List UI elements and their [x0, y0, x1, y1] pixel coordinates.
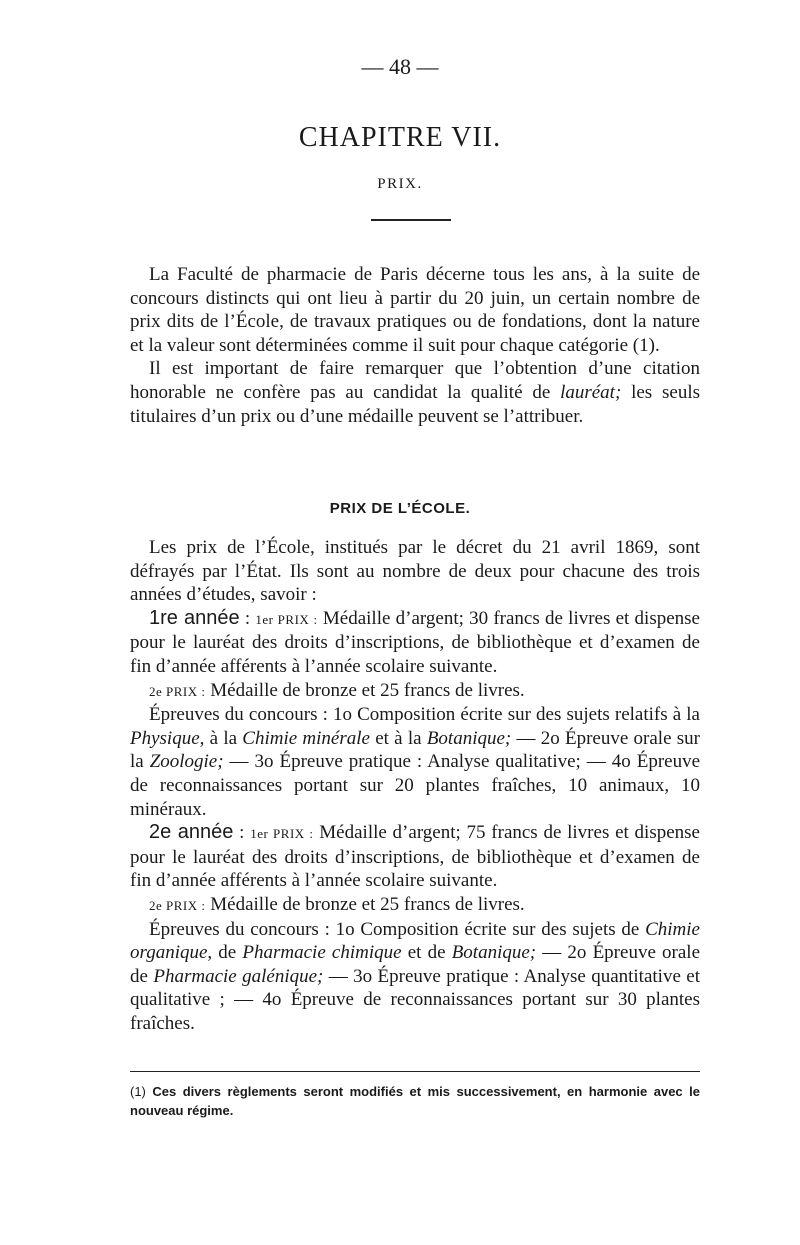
year1-prize1: 1re année : 1er PRIX : Médaille d’argent; 30 francs de livres et dispense pour le lauréat des droits d’inscriptions, de bibliothèque et d’examen de fin d’année afférents à l’année scolaire suivante.	[130, 606, 700, 677]
intro-p2-after: les seuls titulaires d’un prix ou d’une médaille peuvent se l’attribuer.	[130, 381, 700, 427]
intro-p2-italic: lauréat;	[560, 381, 622, 403]
year1-epreuves-i3: Botanique;	[426, 727, 512, 749]
section-paragraph-1: Les prix de l’École, institués par le décret du 21 avril 1869, sont défrayés par l’État. Ils sont au nombre de deux pour chacune des trois années d’études, savoir :	[130, 537, 700, 606]
title-rule	[371, 219, 451, 221]
year2-prize1-text: Médaille d’argent; 75 francs de livres et dispense pour le lauréat des droits d’inscriptions, de bibliothèque et d’examen de fin d’année afférents à l’année scolaire suivante.	[130, 822, 700, 892]
year2-epreuves-e: — 3o Épreuve pratique : Analyse quantitative et qualitative ; — 4o Épreuve de reconnaissances portant sur 30 plantes fraîches.	[130, 965, 700, 1034]
year1-prize2-text: Médaille de bronze et 25 francs de livres.	[205, 679, 525, 701]
year2-epreuves-i3: Botanique;	[451, 942, 537, 964]
intro-text	[130, 263, 700, 428]
year1-prize1-label: 1er PRIX :	[255, 611, 318, 627]
page-number: — 48 —	[361, 54, 439, 79]
footnote-text: Ces divers règlements seront modifiés et mis successivement, en harmonie avec le nouveau régime.	[130, 1084, 700, 1118]
year1-epreuves-i4: Zoologie;	[149, 751, 224, 773]
section-text	[130, 536, 700, 1035]
footnote-number: (1)	[130, 1084, 146, 1099]
year2-epreuves-i4: Pharmacie galénique;	[153, 965, 324, 987]
chapter-subtitle: PRIX.	[377, 176, 423, 192]
year1-epreuves-i2: Chimie minérale	[242, 727, 370, 749]
year2-epreuves-i1: Chimie organique	[130, 918, 700, 964]
year2-epreuves-c: et de	[401, 942, 452, 964]
intro-paragraph-1: La Faculté de pharmacie de Paris décerne tous les ans, à la suite de concours distincts qui ont lieu à partir du 20 juin, un certain nombre de prix dits de l’École, de travaux pratiques ou de fondations, dont la nature et la valeur sont déterminées comme il suit pour chaque catégorie (1).	[130, 264, 700, 356]
year1-prize2	[130, 679, 700, 704]
year1-label: 1re année	[149, 606, 240, 629]
year2-epreuves-d: — 2o Épreuve orale de	[130, 942, 701, 987]
footnote	[130, 1082, 700, 1120]
year2-prize1-label: 1er PRIX :	[250, 826, 314, 842]
year1-prize1-text: Médaille d’argent; 30 francs de livres et dispense pour le lauréat des droits d’inscriptions, de bibliothèque et d’examen de fin d’année afférents à l’année scolaire suivante.	[130, 607, 700, 677]
year2-epreuves-b: , de	[207, 942, 243, 964]
section-heading: PRIX DE L’ÉCOLE.	[329, 500, 471, 517]
year1-epreuves-i1: Physique	[130, 727, 200, 749]
year1-epreuves-a: Épreuves du concours : 1o Composition écrite sur des sujets relatifs à la	[149, 704, 700, 726]
year2-label: 2e année	[149, 821, 234, 844]
intro-p2-before: Il est important de faire remarquer que l’obtention d’une citation honorable ne confère pas au candidat la qualité de	[130, 358, 700, 403]
year2-prize2-text: Médaille de bronze et 25 francs de livres.	[205, 893, 525, 915]
year1-epreuves	[130, 703, 700, 821]
year1-epreuves-d: — 2o Épreuve orale sur la	[130, 727, 700, 773]
year1-epreuves-c: et à la	[369, 727, 427, 749]
year1-prize2-label: 2e PRIX :	[149, 683, 206, 699]
year2-prize2-label: 2e PRIX :	[149, 897, 206, 913]
year2-epreuves-i2: Pharmacie chimique	[242, 942, 402, 964]
year1-epreuves-e: — 3o Épreuve pratique : Analyse qualitative; — 4o Épreuve de reconnaissances portant sur 20 plantes fraîches, 10 animaux, 10 minéraux.	[130, 751, 701, 820]
chapter-title: CHAPITRE VII.	[298, 122, 502, 153]
year2-epreuves	[130, 918, 700, 1036]
intro-paragraph-2	[130, 357, 700, 428]
footnote-rule	[130, 1071, 700, 1072]
year2-prize2	[130, 893, 700, 918]
year1-epreuves-b: , à la	[199, 727, 243, 749]
year2-prize1: 2e année : 1er PRIX : Médaille d’argent; 75 francs de livres et dispense pour le lauréat des droits d’inscriptions, de bibliothèque et d’examen de fin d’année afférents à l’année scolaire suivante.	[130, 821, 700, 892]
year2-epreuves-a: Épreuves du concours : 1o Composition écrite sur des sujets de	[149, 918, 646, 940]
